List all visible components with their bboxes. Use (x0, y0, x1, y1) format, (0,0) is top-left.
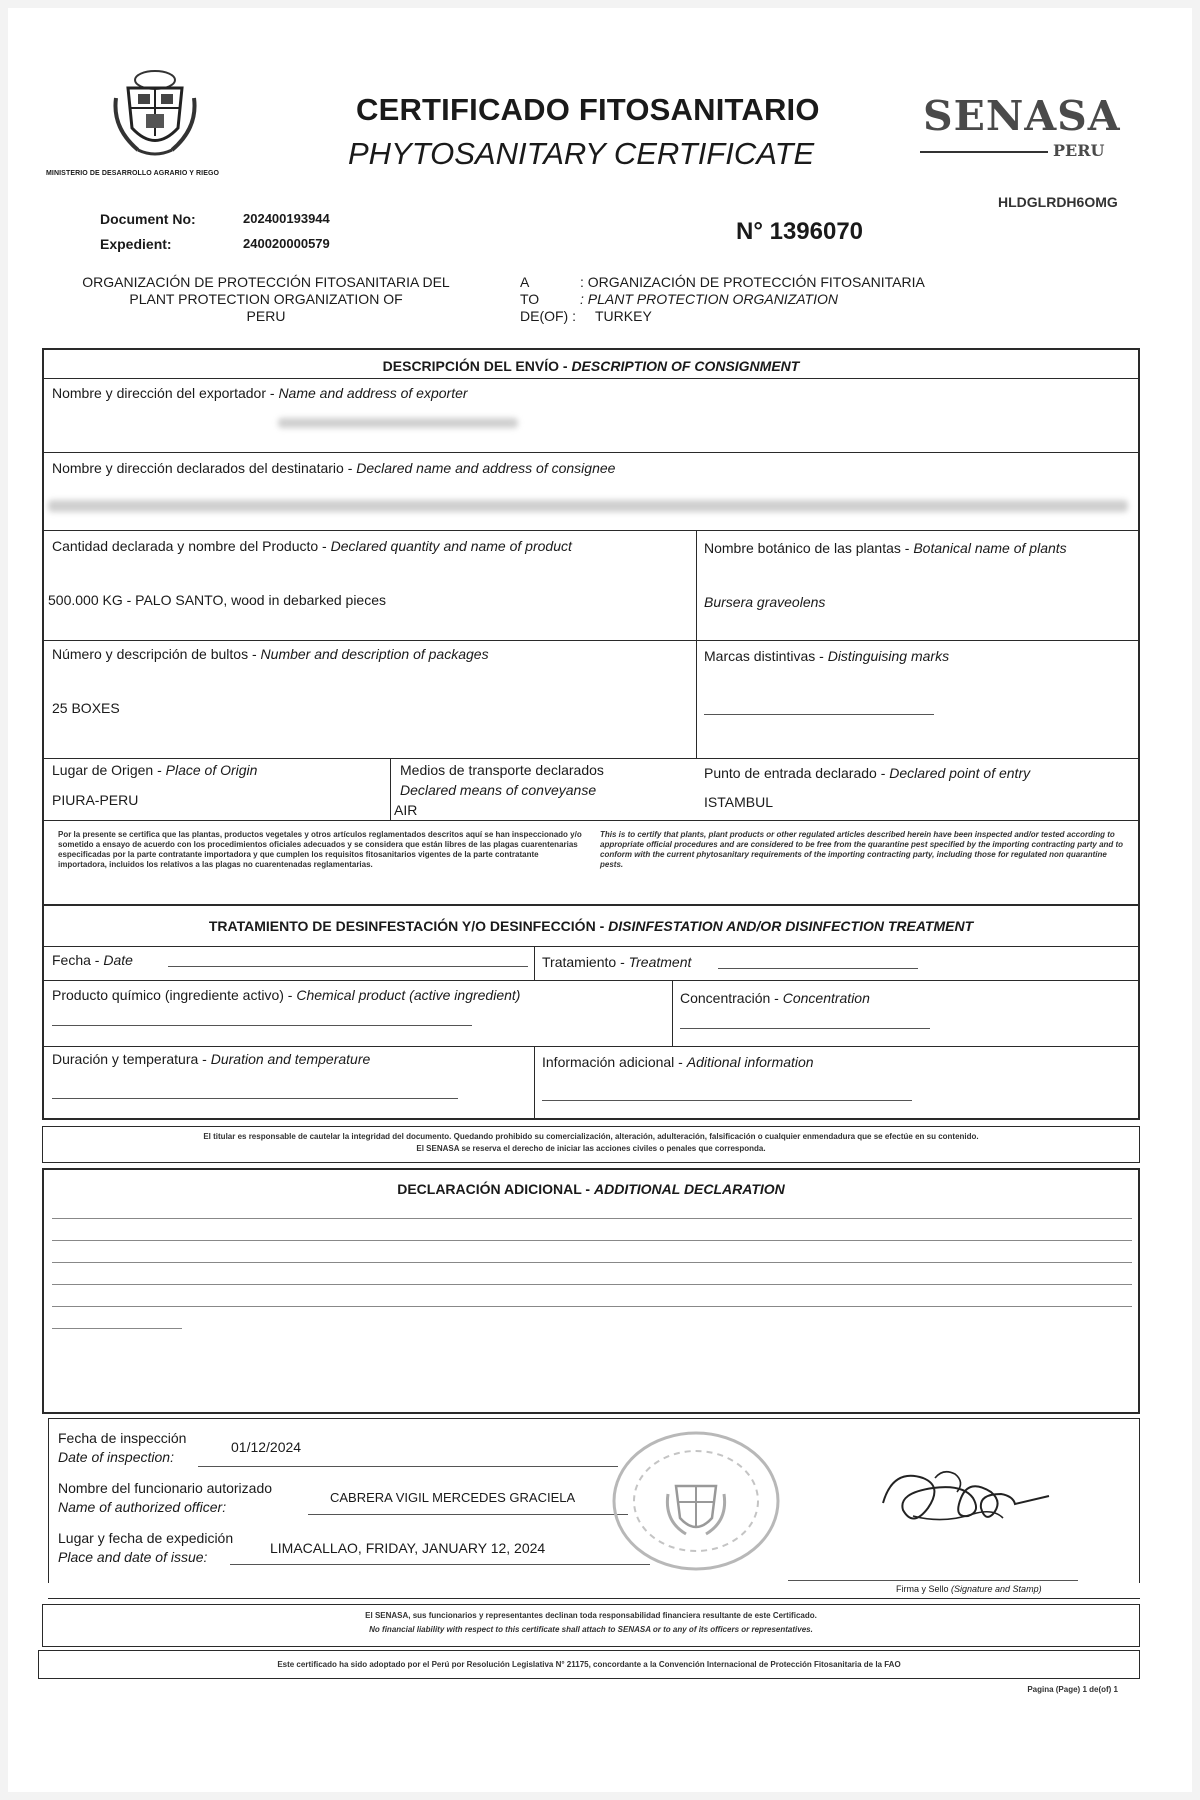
inspection-date-label-es: Fecha de inspección (58, 1430, 187, 1446)
consignment-title-es: DESCRIPCIÓN DEL ENVÍO - (382, 358, 572, 374)
redacted-consignee (48, 500, 1128, 512)
border (38, 1678, 1140, 1679)
signature-line (788, 1580, 1078, 1581)
border (42, 1646, 1140, 1647)
place-label-es: Lugar y fecha de expedición (58, 1530, 234, 1546)
additional-info-label-es: Información adicional - (542, 1054, 687, 1070)
signature-caption (896, 1584, 1042, 1594)
divider (44, 378, 1138, 379)
inspection-date-label-en: Date of inspection: (58, 1449, 174, 1465)
expedient-label: Expedient: (100, 236, 172, 252)
senasa-logo-country: PERU (1053, 141, 1105, 160)
officer-label-es: Nombre del funcionario autorizado (58, 1480, 273, 1496)
divider (44, 1046, 1138, 1047)
declaration-line (52, 1240, 1132, 1241)
treatment-date-label-en: Date (103, 952, 133, 968)
divider (672, 980, 673, 1046)
certify-text-en: This is to certify that plants, plant products or other regulated articles described herein have been inspected and/or tested according to appropriate official procedures and are considered to be free from the quarantine pest specified by the importing contracting party and to conform with the current phytosanitary requirements of the importing contracting party, including those for regulated non quarantine pests. (600, 830, 1124, 869)
officer-line (308, 1514, 628, 1515)
official-stamp-icon (606, 1426, 786, 1576)
marks-label-en: Distinguising marks (827, 648, 950, 664)
duration-label (52, 1051, 370, 1067)
date-blank-line (168, 966, 528, 967)
chemical-label (52, 987, 520, 1003)
botanical-label-en: Botanical name of plants (913, 540, 1067, 556)
treatment-title-es: TRATAMIENTO DE DESINFESTACIÓN Y/O DESINFECCIÓN - (208, 918, 609, 934)
border (1138, 933, 1140, 1118)
botanical-label (704, 540, 1067, 556)
transport-label-es: Medios de transporte declarados (400, 762, 604, 778)
additional-declaration-title (44, 1181, 1138, 1197)
consignee-label-en: Declared name and address of consignee (356, 460, 616, 476)
place-line (230, 1564, 650, 1565)
consignee-label (52, 460, 615, 476)
duration-label-en: Duration and temperature (210, 1051, 371, 1067)
border (42, 1126, 43, 1162)
verification-code: HLDGLRDH6OMG (998, 194, 1118, 210)
origin-label (52, 762, 257, 778)
integrity-notice-line1: El titular es responsable de cautelar la integridad del documento. Quedando prohibido su comercialización, alteración, adulteración, falsificación o cualquier enmendadura que se efectúe en su contenido. (203, 1132, 979, 1141)
quantity-value: 500.000 KG - PALO SANTO, wood in debarked pieces (48, 592, 387, 608)
concentration-blank-line (680, 1028, 930, 1029)
quantity-label-es: Cantidad declarada y nombre del Producto - (52, 538, 331, 554)
marks-label-es: Marcas distintivas - (704, 648, 828, 664)
origin-label-es: Lugar de Origen - (52, 762, 166, 778)
border (38, 1650, 39, 1678)
coat-of-arms-icon (108, 58, 203, 163)
divider (390, 758, 391, 820)
page-number: Pagina (Page) 1 de(of) 1 (1027, 1685, 1118, 1694)
consignment-section-title (44, 358, 1138, 374)
origin-org-line2: PLANT PROTECTION ORGANIZATION OF (129, 291, 403, 307)
to-label-to: TO (520, 291, 540, 307)
chemical-blank-line (52, 1025, 472, 1026)
origin-org-line3: PERU (246, 308, 286, 324)
border (42, 1118, 1140, 1120)
certificate-page (8, 8, 1192, 1792)
exporter-label (52, 385, 468, 401)
destination-labels (520, 274, 576, 325)
divider (44, 820, 1138, 821)
liability-en: No financial liability with respect to this certificate shall attach to SENASA or to any of its officers or representatives. (369, 1625, 813, 1634)
document-value: 202400193944 (243, 211, 330, 226)
officer-label-en: Name of authorized officer: (58, 1499, 227, 1515)
border (42, 1168, 44, 1413)
inspection-date-value: 01/12/2024 (231, 1439, 302, 1455)
title-english: PHYTOSANITARY CERTIFICATE (348, 136, 815, 171)
logo-rule (920, 151, 1048, 153)
marks-blank-line (704, 714, 934, 715)
border (42, 1162, 1140, 1163)
certify-text-es: Por la presente se certifica que las plantas, productos vegetales y otros artículos reglamentados descritos aquí se han inspeccionado y/o sometido a ensayo de acuerdo con los procedimientos oficiales adecuados y se considera que están libres de las plagas cuarentenarias especificadas por la parte contratante importadora y que cumplen los requisitos fitosanitarios vigentes de la parte contratante importadora, incluidos los relativos a las plagas no cuarentenadas reglamentarias. (58, 830, 582, 869)
quantity-label-en: Declared quantity and name of product (330, 538, 572, 554)
exporter-label-es: Nombre y dirección del exportador - (52, 385, 279, 401)
entry-value: ISTAMBUL (704, 794, 773, 810)
border (42, 1168, 1140, 1170)
treatment-section-title (44, 918, 1138, 934)
declaration-line (52, 1306, 1132, 1307)
ministry-name: MINISTERIO DE DESARROLLO AGRARIO Y RIEGO (46, 170, 220, 177)
border (1138, 348, 1140, 933)
declaration-line (52, 1262, 1132, 1263)
botanical-label-es: Nombre botánico de las plantas - (704, 540, 914, 556)
treatment-label (542, 954, 691, 970)
concentration-label (680, 990, 870, 1006)
place-value: LIMACALLAO, FRIDAY, JANUARY 12, 2024 (270, 1540, 546, 1556)
packages-label (52, 646, 489, 662)
border (42, 1604, 43, 1646)
additional-declaration-title-en: ADDITIONAL DECLARATION (593, 1181, 785, 1197)
quantity-label (52, 538, 572, 554)
document-label: Document No: (100, 211, 196, 227)
consignment-title-en: DESCRIPTION OF CONSIGNMENT (571, 358, 800, 374)
concentration-label-en: Concentration (782, 990, 870, 1006)
border (42, 348, 1140, 350)
to-label-a: A (520, 274, 530, 290)
inspection-date-line (198, 1466, 618, 1467)
origin-label-en: Place of Origin (165, 762, 258, 778)
treatment-title-en: DISINFESTATION AND/OR DISINFECTION TREATMENT (608, 918, 974, 934)
signature-caption-es: Firma y Sello (896, 1584, 952, 1594)
origin-organization (46, 274, 486, 325)
packages-label-es: Número y descripción de bultos - (52, 646, 261, 662)
entry-label (704, 765, 1030, 781)
packages-value: 25 BOXES (52, 700, 120, 716)
place-label-en: Place and date of issue: (58, 1549, 208, 1565)
senasa-logo: SENASA (923, 92, 1121, 140)
treatment-date-label-es: Fecha - (52, 952, 104, 968)
border (42, 1126, 1140, 1127)
expedient-value: 240020000579 (243, 236, 330, 251)
dest-org-line1: : ORGANIZACIÓN DE PROTECCIÓN FITOSANITARIA (580, 274, 925, 290)
divider (44, 530, 1138, 531)
to-label-de: DE(OF) : (520, 308, 576, 324)
origin-value: PIURA-PERU (52, 792, 139, 808)
chemical-label-es: Producto químico (ingrediente activo) - (52, 987, 297, 1003)
divider (44, 640, 1138, 641)
border (1139, 1650, 1140, 1678)
border (38, 1650, 1140, 1651)
destination-organization (580, 274, 925, 308)
integrity-notice-line2: El SENASA se reserva el derecho de iniciar las acciones civiles o penales que corresponda. (416, 1144, 766, 1153)
divider (44, 758, 1138, 759)
certificate-number: N° 1396070 (736, 218, 864, 245)
consignee-label-es: Nombre y dirección declarados del destinatario - (52, 460, 357, 476)
dest-org-line3: TURKEY (595, 308, 652, 324)
officer-signature-icon (873, 1448, 1053, 1548)
declaration-line (52, 1284, 1132, 1285)
treatment-label-es: Tratamiento - (542, 954, 629, 970)
border (1139, 1418, 1140, 1583)
title-spanish: CERTIFICADO FITOSANITARIO (356, 92, 820, 127)
treatment-label-en: Treatment (628, 954, 692, 970)
declaration-line (52, 1218, 1132, 1219)
declaration-line (52, 1328, 182, 1329)
divider (44, 946, 1138, 947)
dest-org-line2: : PLANT PROTECTION ORGANIZATION (580, 291, 838, 307)
chemical-label-en: Chemical product (active ingredient) (296, 987, 521, 1003)
entry-label-en: Declared point of entry (889, 765, 1031, 781)
divider (44, 980, 1138, 981)
border (48, 1598, 1140, 1599)
liability-es: El SENASA, sus funcionarios y representantes declinan toda responsabilidad financiera resultante de este Certificado. (365, 1611, 817, 1620)
transport-label-en: Declared means of conveyanse (400, 782, 597, 798)
divider (696, 530, 697, 758)
border (1138, 1168, 1140, 1413)
origin-org-line1: ORGANIZACIÓN DE PROTECCIÓN FITOSANITARIA DEL (82, 274, 450, 290)
botanical-value: Bursera graveolens (704, 594, 826, 610)
treatment-date-label (52, 952, 133, 968)
border (42, 1604, 1140, 1605)
signature-caption-en: (Signature and Stamp) (951, 1584, 1042, 1594)
divider (44, 904, 1138, 906)
concentration-label-es: Concentración - (680, 990, 783, 1006)
transport-value: AIR (394, 802, 418, 818)
duration-label-es: Duración y temperatura - (52, 1051, 211, 1067)
divider (44, 452, 1138, 453)
border (48, 1418, 49, 1583)
additional-declaration-title-es: DECLARACIÓN ADICIONAL - (397, 1181, 594, 1197)
divider (534, 1046, 535, 1118)
duration-blank-line (52, 1098, 458, 1099)
officer-value: CABRERA VIGIL MERCEDES GRACIELA (330, 1490, 576, 1505)
border (42, 1412, 1140, 1414)
packages-label-en: Number and description of packages (260, 646, 489, 662)
additional-info-label-en: Aditional information (686, 1054, 814, 1070)
border (1139, 1604, 1140, 1646)
exporter-label-en: Name and address of exporter (278, 385, 468, 401)
border (48, 1418, 1140, 1419)
redacted-exporter (278, 418, 518, 428)
adoption-notice: Este certificado ha sido adoptado por el Perú por Resolución Legislativa N° 21175, concordante a la Convención Internacional de Protección Fitosanitaria de la FAO (277, 1660, 901, 1669)
border (42, 933, 44, 1118)
divider (534, 946, 535, 980)
additional-info-label (542, 1054, 814, 1070)
marks-label (704, 648, 949, 664)
border (1139, 1126, 1140, 1162)
additional-info-blank-line (542, 1100, 912, 1101)
treatment-blank-line (718, 968, 918, 969)
entry-label-es: Punto de entrada declarado - (704, 765, 890, 781)
